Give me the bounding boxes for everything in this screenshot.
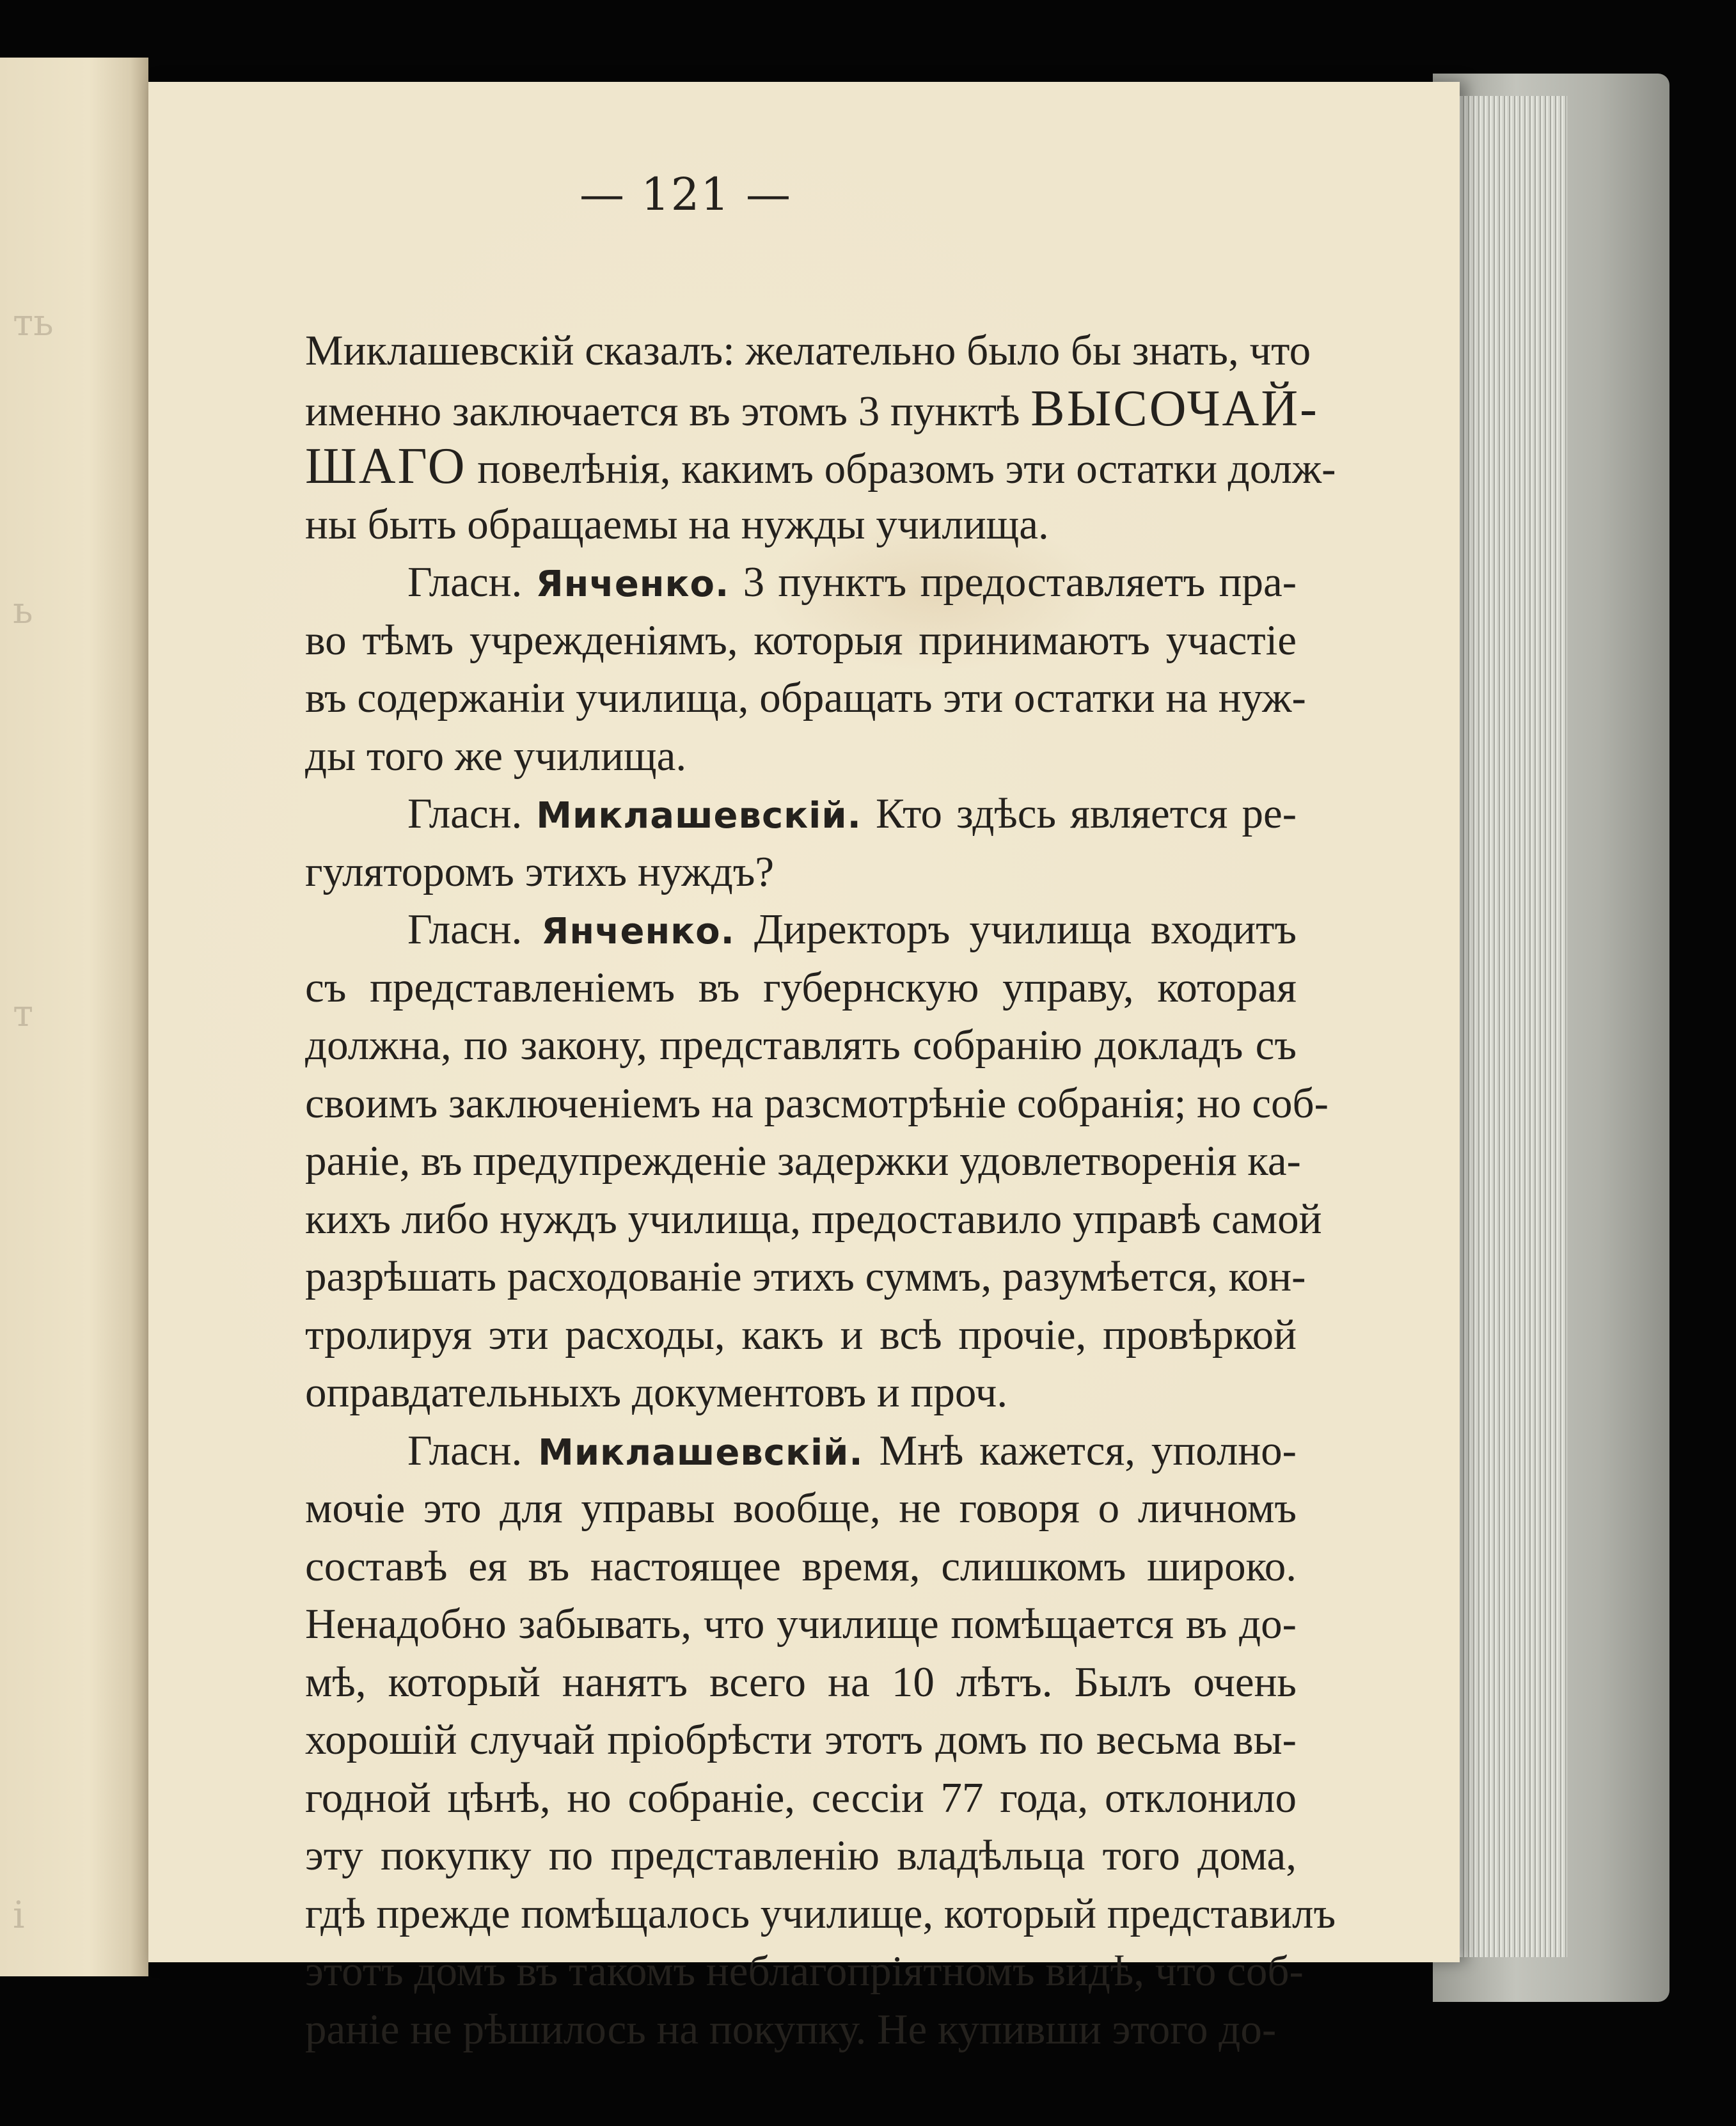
speaker-name: Миклашевскій. (536, 795, 862, 837)
left-page-fragment: т (13, 991, 34, 1035)
text-line (305, 1595, 1297, 1653)
text-line (305, 1016, 1297, 1075)
line-text: составѣ ея въ настоящее время, слишкомъ широко. (305, 1542, 1297, 1590)
text-line (305, 437, 1336, 496)
body-text (305, 322, 1336, 2058)
line-text: годной цѣнѣ, но собраніе, сессіи 77 года, отклонило (305, 1774, 1297, 1822)
line-text: кихъ либо нуждъ училища, предоставило управѣ самой (305, 1195, 1322, 1243)
line-text: Мнѣ кажется, уполно- (879, 1426, 1297, 1474)
line-text: во тѣмъ учрежденіямъ, которыя принимаютъ участіе (305, 616, 1297, 664)
line-text: должна, по закону, представлять собранію докладъ съ (305, 1021, 1297, 1069)
line-text: мѣ, который нанятъ всего на 10 лѣтъ. Былъ очень (305, 1658, 1297, 1706)
line-text: 3 пунктъ предоставляетъ пра- (743, 558, 1297, 606)
line-text: тролируя эти расходы, какъ и всѣ прочіе, провѣркой (305, 1311, 1297, 1358)
text-line (305, 1075, 1329, 1133)
text-line (305, 380, 1319, 438)
line-text: съ представленіемъ въ губернскую управу, которая (305, 963, 1297, 1011)
line-text: гуляторомъ этихъ нуждъ? (305, 847, 775, 895)
text-line (305, 1190, 1322, 1248)
text-line (305, 1306, 1297, 1364)
text-line (305, 611, 1297, 670)
left-page-fragment: ть (13, 301, 54, 344)
line-text: Миклашевскій сказалъ: желательно было бы знать, что (305, 327, 1311, 374)
text-line (305, 727, 1297, 785)
speaker-name: Янченко. (535, 563, 730, 605)
text-line (305, 1132, 1301, 1190)
line-text: эту покупку по представленію владѣльца того дома, (305, 1832, 1297, 1879)
page (148, 82, 1460, 2053)
line-text: гдѣ прежде помѣщалось училище, который представилъ (305, 1889, 1336, 1937)
text-line (305, 785, 1297, 843)
capitalized-word: ШАГО (305, 438, 467, 494)
previous-page-edge (0, 58, 148, 1976)
speech-lead: Гласн. (407, 906, 523, 953)
line-text: этотъ домъ въ такомъ неблагопріятномъ видѣ, что соб- (305, 1948, 1304, 1995)
line-text: своимъ заключеніемъ на разсмотрѣніе собранія; но соб- (305, 1079, 1329, 1127)
text-line (305, 553, 1297, 611)
text-line (305, 1248, 1306, 1306)
text-line (305, 843, 1297, 901)
text-line (305, 1769, 1297, 1827)
line-text: Кто здѣсь является ре- (875, 790, 1297, 837)
line-text: разрѣшать расходованіе этихъ суммъ, разумѣется, кон- (305, 1253, 1306, 1300)
text-line (305, 1479, 1297, 1538)
line-text: именно заключается въ этомъ 3 пунктѣ (305, 387, 1020, 435)
line-text: раніе, въ предупрежденіе задержки удовлетворенія ка- (305, 1137, 1301, 1185)
text-line (305, 959, 1297, 1017)
speaker-name: Янченко. (541, 911, 735, 952)
page-block-edges (1446, 96, 1567, 1957)
line-text: Директоръ училища входитъ (754, 906, 1297, 953)
speech-lead: Гласн. (407, 1426, 523, 1474)
text-line (305, 901, 1297, 959)
text-line (305, 1885, 1336, 1943)
line-text: ны быть обращаемы на нужды училища. (305, 500, 1049, 548)
line-text: хорошій случай пріобрѣсти этотъ домъ по весьма вы- (305, 1716, 1297, 1763)
line-text: повелѣнія, какимъ образомъ эти остатки долж- (477, 445, 1336, 492)
line-text: ды того же училища. (305, 732, 687, 780)
line-text: оправдательныхъ документовъ и проч. (305, 1369, 1008, 1416)
text-line (305, 1711, 1297, 1769)
line-text: въ содержаніи училища, обращать эти остатки на нуж- (305, 674, 1306, 721)
text-line (305, 1653, 1297, 1712)
text-line (305, 2001, 1297, 2059)
line-text: мочіе это для управы вообще, не говоря о личномъ (305, 1484, 1297, 1532)
capitalized-word: ВЫСОЧАЙ- (1030, 380, 1319, 437)
text-line (305, 669, 1306, 727)
text-line (305, 322, 1311, 380)
speech-lead: Гласн. (407, 558, 523, 606)
text-line (305, 1422, 1297, 1480)
speaker-name: Миклашевскій. (538, 1431, 864, 1474)
text-line (305, 1364, 1297, 1422)
text-line (305, 1538, 1297, 1596)
speech-lead: Гласн. (407, 790, 523, 837)
text-line (305, 1942, 1304, 2001)
line-text: Ненадобно забывать, что училище помѣщается въ до- (305, 1600, 1297, 1648)
text-line (305, 1827, 1297, 1885)
left-page-fragment: ь (13, 588, 33, 632)
line-text: раніе не рѣшилось на покупку. Не купивши этого до- (305, 2005, 1277, 2053)
text-line (305, 496, 1297, 554)
page-number: — 121 — (579, 168, 793, 221)
left-page-fragment: i (13, 1893, 25, 1937)
